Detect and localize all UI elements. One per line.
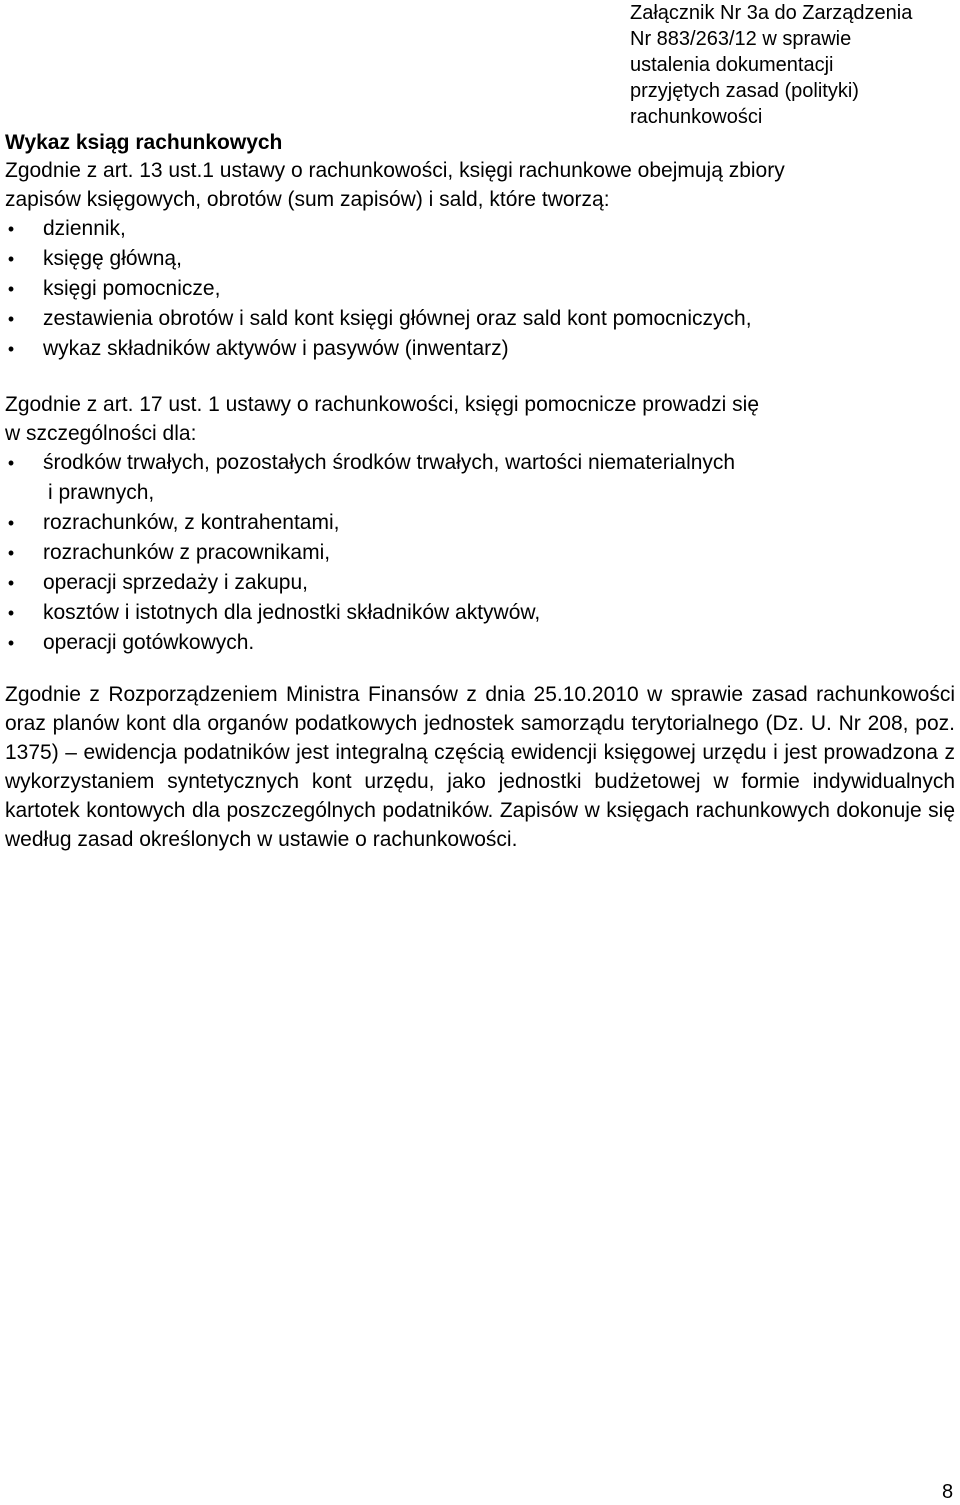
list-item (5, 304, 955, 334)
list-item-text: rozrachunków, z kontrahentami, (43, 511, 340, 534)
attachment-note-line: rachunkowości (630, 106, 763, 128)
list-item (5, 334, 955, 364)
section2-intro-line: Zgodnie z art. 17 ust. 1 ustawy o rachunkowości, księgi pomocnicze prowadzi się (5, 393, 760, 416)
list-item (5, 244, 955, 274)
list-item-text: zestawienia obrotów i sald kont księgi głównej oraz sald kont pomocniczych, (43, 307, 752, 330)
bullet-icon: • (7, 573, 15, 593)
list-item-text: operacji sprzedaży i zakupu, (43, 571, 308, 594)
section2-intro-line: w szczególności dla: (5, 422, 197, 445)
section1-intro-line: Zgodnie z art. 13 ust.1 ustawy o rachunkowości, księgi rachunkowe obejmują zbiory (5, 159, 785, 182)
list-item-text: kosztów i istotnych dla jednostki składników aktywów, (43, 601, 541, 624)
document-title: Wykaz ksiąg rachunkowych (5, 131, 283, 154)
section3-paragraph: Zgodnie z Rozporządzeniem Ministra Finansów z dnia 25.10.2010 w sprawie zasad rachunkowości oraz planów kont dla organów podatkowych jednostek samorządu terytorialnego (Dz. U. Nr 208, poz. 1375) – ewidencja podatników jest integralną częścią ewidencji księgowej urzędu i jest prowadzona z wykorzystaniem syntetycznych kont urzędu, jako jednostki budżetowej w formie indywidualnych kartotek kontowych dla poszczególnych podatników. Zapisów w księgach rachunkowych dokonuje się według zasad określonych w ustawie o rachunkowości. (5, 683, 955, 851)
bullet-icon: • (7, 513, 15, 533)
bullet-icon: • (7, 309, 15, 329)
bullet-icon: • (7, 603, 15, 623)
bullet-icon: • (7, 249, 15, 269)
list-item (5, 214, 955, 244)
attachment-note-line: przyjętych zasad (polityki) (630, 80, 859, 102)
bullet-icon: • (7, 219, 15, 239)
section1-list (5, 214, 955, 364)
section2-list (5, 448, 955, 658)
list-item-text: środków trwałych, pozostałych środków trwałych, wartości niematerialnych (43, 451, 736, 474)
list-item (5, 448, 955, 508)
list-item-text: księgi pomocnicze, (43, 277, 221, 300)
page-number: 8 (942, 1481, 954, 1503)
list-item (5, 598, 955, 628)
section1-intro-line: zapisów księgowych, obrotów (sum zapisów) i sald, które tworzą: (5, 188, 610, 211)
spacer (5, 364, 955, 390)
list-item (5, 628, 955, 658)
document-body (5, 130, 955, 854)
attachment-note-line: Nr 883/263/12 w sprawie (630, 28, 852, 50)
list-item (5, 274, 955, 304)
bullet-icon: • (7, 279, 15, 299)
list-item-text: wykaz składników aktywów i pasywów (inwentarz) (43, 337, 509, 360)
attachment-note (630, 0, 960, 130)
list-item (5, 508, 955, 538)
bullet-icon: • (7, 543, 15, 563)
bullet-icon: • (7, 633, 15, 653)
bullet-icon: • (7, 339, 15, 359)
attachment-note-line: ustalenia dokumentacji (630, 54, 834, 76)
list-item-text: operacji gotówkowych. (43, 631, 255, 654)
spacer (5, 658, 955, 680)
list-item-text: dziennik, (43, 217, 126, 240)
attachment-note-line: Załącznik Nr 3a do Zarządzenia (630, 2, 913, 24)
list-item-continuation: i prawnych, (48, 481, 155, 504)
list-item (5, 538, 955, 568)
list-item-text: rozrachunków z pracownikami, (43, 541, 331, 564)
bullet-icon: • (7, 453, 15, 473)
list-item-text: księgę główną, (43, 247, 182, 270)
list-item (5, 568, 955, 598)
